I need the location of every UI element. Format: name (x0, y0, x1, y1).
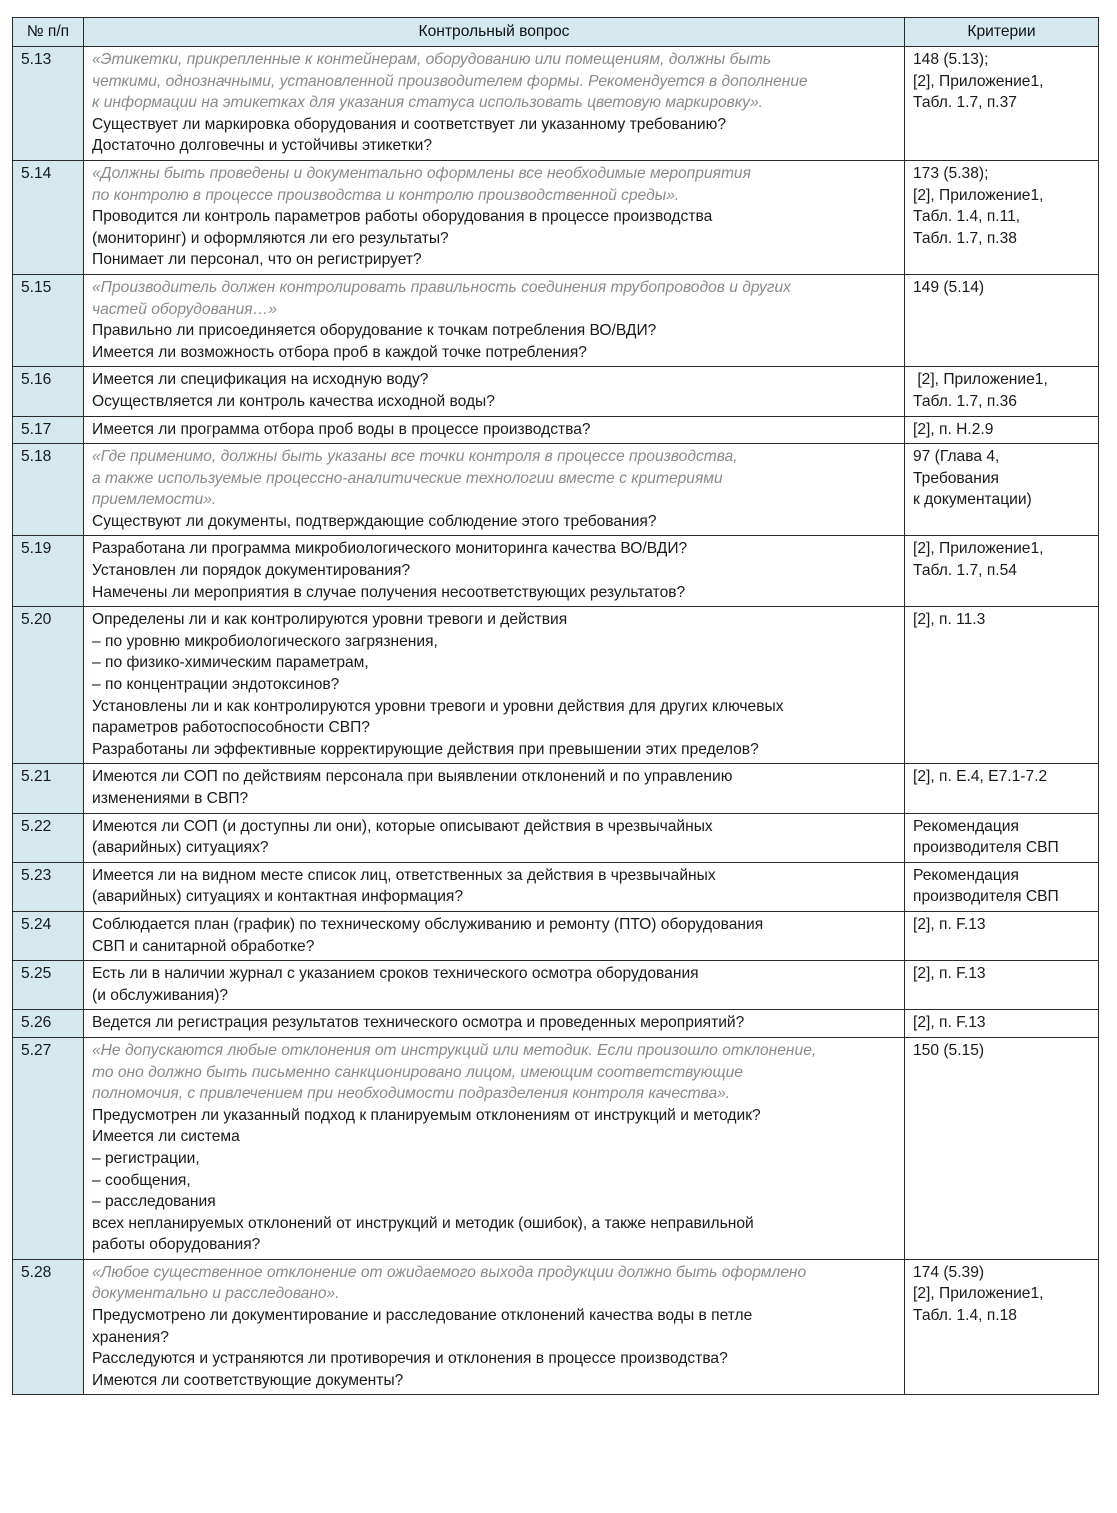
criteria-cell (905, 536, 1099, 607)
question-line: хранения? (92, 1328, 169, 1346)
requirement-quote-line: «Этикетки, прикрепленные к контейнерам, оборудованию или помещениям, должны быть (92, 51, 772, 68)
criteria-line: Табл. 1.4, п.11, (913, 208, 1021, 226)
criteria-cell (905, 607, 1099, 764)
question-line: параметров работоспособности СВП? (92, 719, 370, 737)
criteria-cell (905, 1010, 1099, 1038)
criteria-line: [2], Приложение1, (913, 1285, 1044, 1303)
table-row (13, 862, 1099, 911)
criteria-line: [2], п. H.2.9 (913, 420, 994, 438)
header-number: № п/п (13, 18, 84, 47)
question-line: Намечены ли мероприятия в случае получения несоответствующих результатов? (92, 583, 686, 601)
question-line: изменениями в СВП? (92, 790, 249, 807)
criteria-line: Табл. 1.7, п.37 (913, 94, 1017, 112)
row-number: 5.23 (13, 862, 84, 911)
criteria-cell (905, 862, 1099, 911)
table-row (13, 536, 1099, 607)
criteria-line: [2], Приложение1, (913, 540, 1044, 558)
row-number: 5.20 (13, 607, 84, 764)
question-line: Осуществляется ли контроль качества исходной воды? (92, 392, 495, 410)
row-number: 5.21 (13, 764, 84, 813)
question-line: Соблюдается план (график) по техническому обслуживанию и ремонту (ПТО) оборудования (92, 915, 764, 933)
question-line: (аварийных) ситуациях и контактная информация? (92, 888, 464, 906)
header-criteria: Критерии (905, 18, 1099, 47)
criteria-line: [2], Приложение1, (913, 72, 1044, 90)
criteria-line: [2], п. 11.3 (913, 611, 986, 629)
requirement-quote-line: «Производитель должен контролировать правильность соединения трубопроводов и других (92, 278, 791, 296)
question-cell (84, 160, 905, 274)
question-cell (84, 536, 905, 607)
requirement-quote-line: к информации на этикетках для указания статуса использовать цветовую маркировку». (92, 94, 763, 112)
question-cell (84, 607, 905, 764)
table-row (13, 764, 1099, 813)
question-line: – по уровню микробиологического загрязнения, (92, 632, 438, 650)
question-line: Установлен ли порядок документирования? (92, 562, 411, 580)
row-number: 5.22 (13, 813, 84, 862)
criteria-line: [2], п. F.13 (913, 1014, 986, 1032)
requirement-quote-line: четкими, однозначными, установленной производителем формы. Рекомендуется в дополнение (92, 72, 808, 90)
criteria-line: Требования (913, 469, 999, 487)
question-line: Понимает ли персонал, что он регистрирует? (92, 251, 422, 269)
table-row (13, 416, 1099, 444)
question-line: Имеется ли возможность отбора проб в каждой точке потребления? (92, 343, 587, 361)
requirement-quote-line: документально и расследовано». (92, 1285, 340, 1303)
question-line: Предусмотрено ли документирование и расследование отклонений качества воды в петле (92, 1307, 753, 1325)
row-number: 5.19 (13, 536, 84, 607)
criteria-line: 174 (5.39) (913, 1263, 985, 1281)
row-number: 5.16 (13, 367, 84, 416)
criteria-line: [2], Приложение1, (913, 371, 1048, 389)
table-row (13, 160, 1099, 274)
question-line: СВП и санитарной обработке? (92, 937, 315, 955)
criteria-cell (905, 764, 1099, 813)
criteria-line: 97 (Глава 4, (913, 448, 1000, 466)
row-number: 5.15 (13, 274, 84, 366)
criteria-cell (905, 47, 1099, 161)
question-cell (84, 274, 905, 366)
criteria-line: Табл. 1.7, п.36 (913, 392, 1017, 410)
criteria-line: Рекомендация (913, 866, 1019, 884)
question-line: – регистрации, (92, 1149, 200, 1167)
header-question: Контрольный вопрос (84, 18, 905, 47)
requirement-quote-line: по контролю в процессе производства и контролю производственной среды». (92, 186, 680, 204)
table-row (13, 1010, 1099, 1038)
table-row (13, 961, 1099, 1010)
question-line: (мониторинг) и оформляются ли его результаты? (92, 229, 449, 247)
question-cell (84, 813, 905, 862)
question-cell (84, 1037, 905, 1259)
criteria-line: Табл. 1.4, п.18 (913, 1307, 1017, 1325)
question-line: Имеется ли программа отбора проб воды в процессе производства? (92, 420, 591, 438)
question-line: Ведется ли регистрация результатов технического осмотра и проведенных мероприятий? (92, 1014, 745, 1032)
question-cell (84, 416, 905, 444)
requirement-quote-line: а также используемые процессно-аналитические технологии вместе с критериями (92, 469, 723, 487)
question-cell (84, 764, 905, 813)
requirement-quote-line: то оно должно быть письменно санкционировано лицом, имеющим соответствующие (92, 1063, 743, 1081)
criteria-cell (905, 274, 1099, 366)
table-row (13, 607, 1099, 764)
question-cell (84, 1010, 905, 1038)
row-number: 5.24 (13, 911, 84, 960)
question-line: (аварийных) ситуациях? (92, 839, 269, 857)
question-cell (84, 444, 905, 536)
question-line: – по физико-химическим параметрам, (92, 654, 369, 672)
criteria-cell (905, 961, 1099, 1010)
row-number: 5.18 (13, 444, 84, 536)
table-row (13, 367, 1099, 416)
question-cell (84, 911, 905, 960)
requirement-quote-line: «Любое существенное отклонение от ожидаемого выхода продукции должно быть оформлено (92, 1263, 807, 1281)
row-number: 5.13 (13, 47, 84, 161)
question-line: Имеются ли СОП (и доступны ли они), которые описывают действия в чрезвычайных (92, 817, 713, 835)
criteria-line: производителя СВП (913, 839, 1059, 857)
criteria-line: [2], п. F.13 (913, 915, 986, 933)
question-line: – расследования (92, 1193, 216, 1211)
question-line: Существует ли маркировка оборудования и соответствует ли указанному требованию? (92, 115, 727, 133)
question-line: Существуют ли документы, подтверждающие соблюдение этого требования? (92, 512, 657, 530)
question-line: Расследуются и устраняются ли противоречия и отклонения в процессе производства? (92, 1350, 728, 1368)
criteria-line: 148 (5.13); (913, 51, 989, 68)
question-line: Установлены ли и как контролируются уровни тревоги и уровни действия для других ключевых (92, 697, 784, 715)
criteria-cell (905, 367, 1099, 416)
requirement-quote-line: частей оборудования…» (92, 300, 277, 318)
row-number: 5.26 (13, 1010, 84, 1038)
criteria-line: [2], Приложение1, (913, 186, 1044, 204)
row-number: 5.27 (13, 1037, 84, 1259)
criteria-cell (905, 1037, 1099, 1259)
table-row (13, 1037, 1099, 1259)
table-row (13, 1259, 1099, 1395)
criteria-cell (905, 813, 1099, 862)
table-row (13, 444, 1099, 536)
question-line: Предусмотрен ли указанный подход к планируемым отклонениям от инструкций и методик? (92, 1106, 761, 1124)
table-body (13, 47, 1099, 1395)
question-line: Имеется ли спецификация на исходную воду? (92, 371, 429, 389)
table-row (13, 813, 1099, 862)
table-row (13, 47, 1099, 161)
criteria-line: производителя СВП (913, 888, 1059, 906)
row-number: 5.17 (13, 416, 84, 444)
requirement-quote-line: «Не допускаются любые отклонения от инструкций или методик. Если произошло отклонение, (92, 1041, 817, 1059)
question-line: Достаточно долговечны и устойчивы этикетки? (92, 137, 433, 155)
criteria-cell (905, 160, 1099, 274)
requirement-quote-line: полномочия, с привлечением при необходимости подразделения контроля качества». (92, 1085, 731, 1103)
question-line: Имеются ли соответствующие документы? (92, 1371, 404, 1389)
criteria-line: 150 (5.15) (913, 1041, 985, 1059)
question-cell (84, 367, 905, 416)
criteria-line: Табл. 1.7, п.38 (913, 229, 1017, 247)
question-line: Имеется ли система (92, 1128, 240, 1146)
table-row (13, 911, 1099, 960)
question-line: Правильно ли присоединяется оборудование к точкам потребления ВО/ВДИ? (92, 322, 657, 340)
requirement-quote-line: «Должны быть проведены и документально оформлены все необходимые мероприятия (92, 164, 751, 182)
criteria-cell (905, 1259, 1099, 1395)
question-line: всех непланируемых отклонений от инструкций и методик (ошибок), а также неправильной (92, 1214, 754, 1232)
question-line: Определены ли и как контролируются уровни тревоги и действия (92, 611, 568, 629)
question-line: работы оборудования? (92, 1236, 261, 1254)
question-cell (84, 862, 905, 911)
question-line: Проводится ли контроль параметров работы оборудования в процессе производства (92, 208, 713, 226)
question-cell (84, 1259, 905, 1395)
question-line: Разработаны ли эффективные корректирующие действия при превышении этих пределов? (92, 740, 759, 758)
requirement-quote-line: приемлемости». (92, 491, 217, 509)
criteria-cell (905, 444, 1099, 536)
criteria-cell (905, 911, 1099, 960)
question-line: – сообщения, (92, 1171, 191, 1189)
criteria-line: 149 (5.14) (913, 278, 985, 296)
criteria-line: [2], п. F.13 (913, 965, 986, 983)
question-line: – по концентрации эндотоксинов? (92, 676, 340, 694)
criteria-line: Табл. 1.7, п.54 (913, 562, 1017, 580)
question-line: Имеются ли СОП по действиям персонала при выявлении отклонений и по управлению (92, 768, 733, 786)
requirement-quote-line: «Где применимо, должны быть указаны все точки контроля в процессе производства, (92, 448, 738, 466)
question-cell (84, 47, 905, 161)
row-number: 5.14 (13, 160, 84, 274)
row-number: 5.25 (13, 961, 84, 1010)
header-row (13, 18, 1099, 47)
criteria-line: 173 (5.38); (913, 164, 989, 182)
criteria-cell (905, 416, 1099, 444)
table-row (13, 274, 1099, 366)
criteria-line: Рекомендация (913, 817, 1019, 835)
row-number: 5.28 (13, 1259, 84, 1395)
checklist-table (12, 17, 1099, 1395)
criteria-line: [2], п. Е.4, Е7.1-7.2 (913, 768, 1048, 786)
question-line: (и обслуживания)? (92, 986, 229, 1004)
question-line: Есть ли в наличии журнал с указанием сроков технического осмотра оборудования (92, 965, 699, 983)
question-line: Разработана ли программа микробиологического мониторинга качества ВО/ВДИ? (92, 540, 688, 558)
criteria-line: к документации) (913, 491, 1032, 509)
question-line: Имеется ли на видном месте список лиц, ответственных за действия в чрезвычайных (92, 866, 716, 884)
question-cell (84, 961, 905, 1010)
